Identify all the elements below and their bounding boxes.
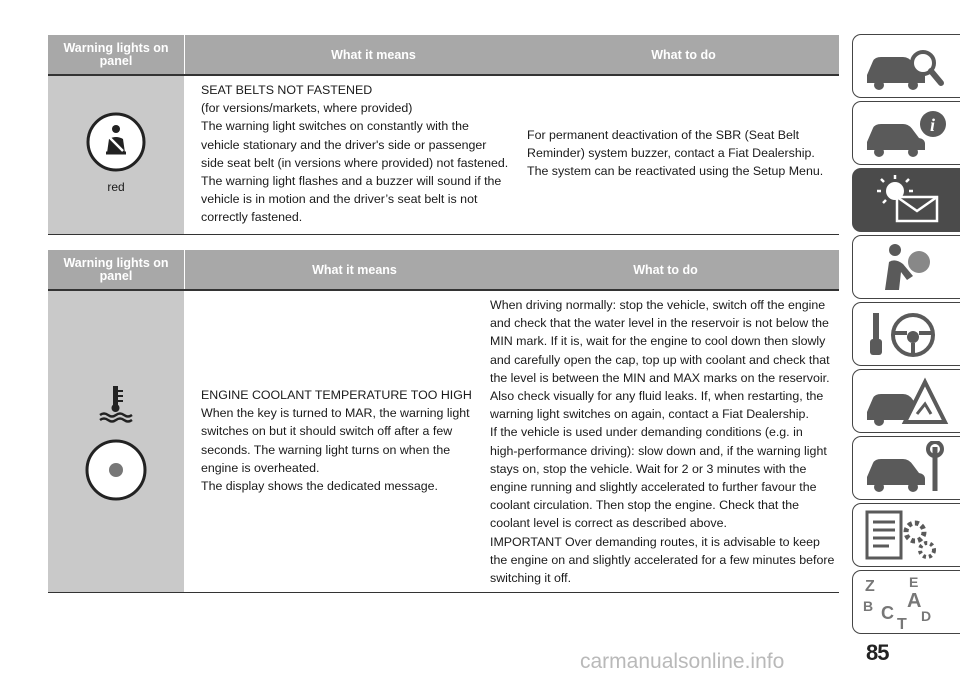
icon-cell: [48, 76, 184, 234]
tab-emergency[interactable]: [852, 369, 960, 433]
tab-technical-specifications[interactable]: [852, 503, 960, 567]
header-what-to-do: What to do: [492, 250, 839, 290]
car-wrench-icon: [859, 441, 949, 497]
tab-maintenance[interactable]: [852, 436, 960, 500]
action-text: When driving normally: stop the vehicle, switch off the engine and check that the water level in the reservoir is not below the MIN mark. If it is, wait for the engine to cool down then slowly and carefully open the cap, top up with coolant and check that the level is between the MIN and MAX marks on the reservoir. Also check visually for any fluid leaks. If, when restarting, the warning light switches on again, contact a Fiat Dealership. If the vehicle is used under demanding conditions (e.g. in high-performance driving): slow down and, if the warning light stays on, stop the vehicle. Wait for 2 or 3 minutes with the engine running and slightly accelerated to further favour the coolant circulation. Then stop the engine. Check that the coolant level is correct as described above. IMPORTANT Over demanding routes, it is advisable to keep the engine on and slightly accelerated for a few minutes before switching it off.: [490, 298, 835, 586]
index-letter: A: [907, 590, 922, 612]
table-bottom-rule: [48, 234, 839, 235]
header-what-it-means: What it means: [185, 35, 562, 75]
key-steering-wheel-icon: [859, 307, 949, 363]
warning-light-message-icon: [859, 173, 949, 229]
tab-starting-driving[interactable]: [852, 302, 960, 366]
header-what-to-do: What to do: [528, 35, 839, 75]
table-bottom-rule: [48, 592, 839, 593]
index-letter: D: [921, 608, 932, 624]
tab-car-search[interactable]: [852, 34, 960, 98]
warning-table-coolant: [48, 250, 839, 593]
specifications-gears-icon: [859, 508, 949, 564]
tab-safety[interactable]: [852, 235, 960, 299]
index-letter: C: [881, 603, 894, 623]
svg-text:i: i: [930, 115, 936, 135]
tab-warning-lights[interactable]: [852, 168, 960, 232]
airbag-passenger-icon: [859, 240, 949, 296]
car-info-icon: [859, 106, 949, 162]
header-what-it-means: What it means: [185, 250, 524, 290]
icon-color-label: red: [107, 180, 125, 194]
generic-warning-circle-icon: [84, 438, 148, 502]
meaning-text: ENGINE COOLANT TEMPERATURE TOO HIGH When the key is turned to MAR, the warning light switches on but it should switch off after a few seconds. The warning light turns on when the engine is overheated. The display shows the dedicated message.: [201, 388, 472, 494]
tab-car-info[interactable]: [852, 101, 960, 165]
meaning-text: SEAT BELTS NOT FASTENED (for versions/markets, where provided) The warning light switches on constantly with the vehicle stationary and the driver's side or passenger side seat belt (in versions where provided) not fastened. The warning light flashes and a buzzer will sound if the vehicle is in motion and the driver’s seat belt is not correctly fastened.: [201, 83, 509, 225]
header-warning-lights: Warning lights on panel: [48, 250, 184, 290]
alphabetical-index-icon: [859, 575, 949, 631]
page-number: 85: [866, 640, 889, 665]
watermark-text: carmanualsonline.info: [580, 650, 785, 673]
index-letter: E: [909, 575, 919, 590]
index-letter: T: [897, 616, 907, 631]
header-warning-lights: Warning lights on panel: [48, 35, 184, 75]
index-letter: Z: [865, 578, 875, 595]
car-emergency-triangle-icon: [859, 374, 949, 430]
car-search-icon: [859, 39, 949, 95]
action-text: For permanent deactivation of the SBR (Seat Belt Reminder) system buzzer, contact a Fiat Dealership. The system can be reactivated using the Setup Menu.: [527, 128, 824, 179]
seat-belt-warning-icon: [85, 111, 147, 173]
tab-index[interactable]: [852, 570, 960, 634]
icon-cell: [48, 291, 184, 592]
index-letter: B: [863, 598, 874, 614]
coolant-temperature-icon: [96, 383, 136, 423]
warning-table-seat-belt: [48, 35, 839, 235]
